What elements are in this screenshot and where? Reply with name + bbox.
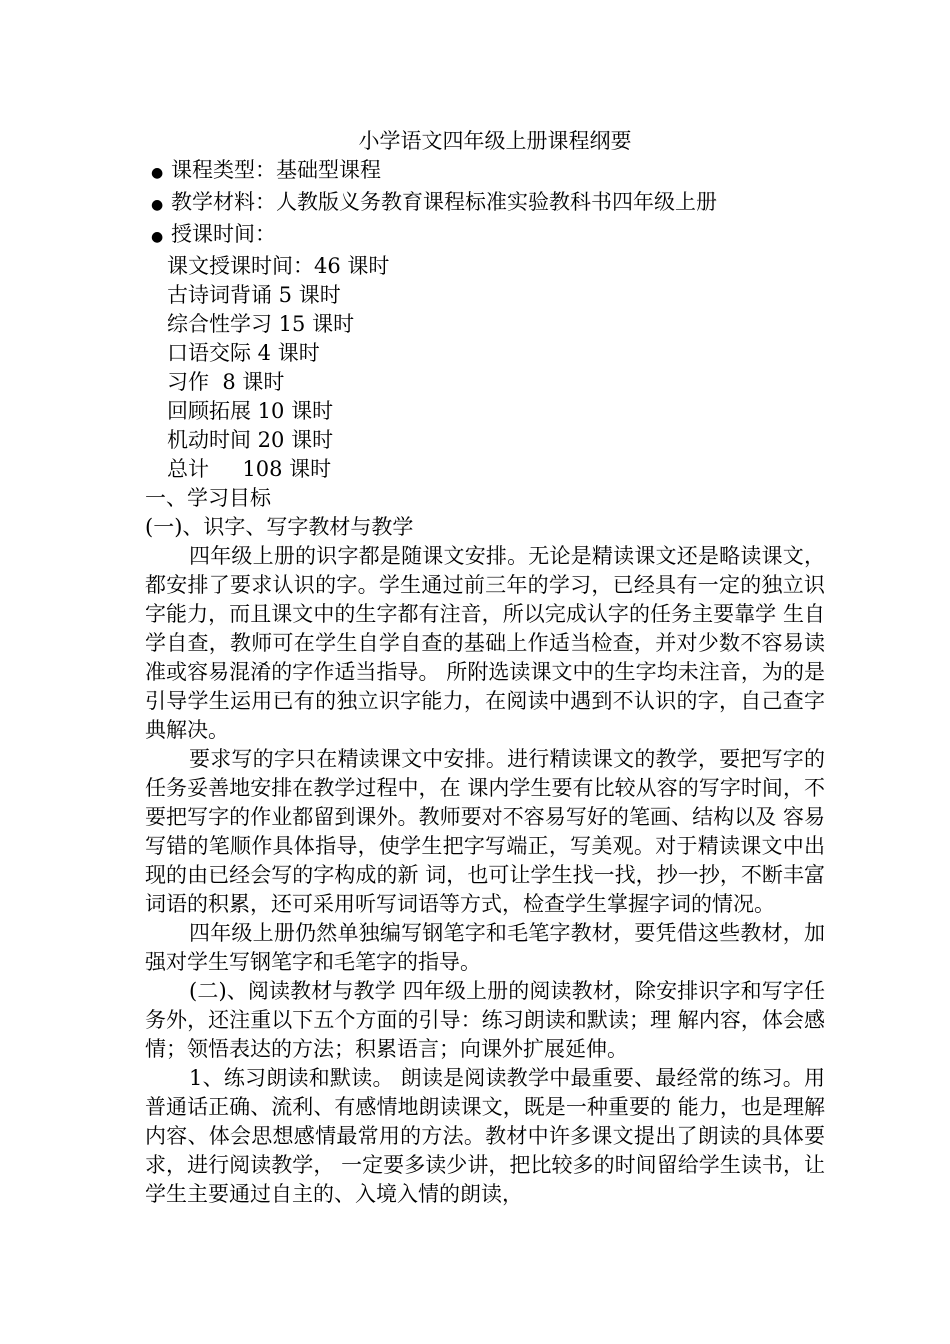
paragraph-reading-aloud: 1、练习朗读和默读。 朗读是阅读教学中最重要、最经常的练习。用普通话正确、流利、有感情地朗读课文，既是一种重要的 能力，也是理解内容、体会思想感情最常用的方法。教材中许多课文提出了朗读的具体要求，进行阅读教学， 一定要多读少讲，把比较多的时间留给学生读书，让学生主要通过自主的、入境入情的朗读， <box>145 1066 825 1206</box>
bullet-icon: ● <box>151 229 164 245</box>
hours-item-flexible: 机动时间 20 课时 <box>167 428 334 452</box>
bullet-text: 课程类型：基础型课程 <box>171 158 381 182</box>
document-title: 小学语文四年级上册课程纲要 <box>358 129 632 153</box>
paragraph-writing: 要求写的字只在精读课文中安排。进行精读课文的教学，要把写字的任务妥善地安排在教学过程中，在 课内学生要有比较从容的写字时间，不要把写字的作业都留到课外。教师要对不容易写好的笔画、结构以及 容易写错的笔顺作具体指导，使学生把字写端正，写美观。对于精读课文中出现的由已经会写的字构成的新 词，也可让学生找一找，抄一抄，不断丰富词语的积累，还可采用听写词语等方式，检查学生掌握字词的情况。 <box>145 747 825 916</box>
hours-item-review: 回顾拓展 10 课时 <box>167 399 334 423</box>
paragraph-calligraphy: 四年级上册仍然单独编写钢笔字和毛笔字教材，要凭借这些教材，加强对学生写钢笔字和毛笔字的指导。 <box>145 921 825 974</box>
hours-item-comprehensive: 综合性学习 15 课时 <box>167 312 355 336</box>
hours-item-total: 总计 108 课时 <box>167 457 332 481</box>
hours-item-oral: 口语交际 4 课时 <box>167 341 320 365</box>
bullet-icon: ● <box>151 197 164 213</box>
bullet-text: 教学材料：人教版义务教育课程标准实验教科书四年级上册 <box>171 190 717 214</box>
bullet-course-type <box>151 156 825 188</box>
document-page <box>145 127 825 1209</box>
bullet-materials <box>151 188 825 220</box>
bullet-text: 授课时间： <box>171 222 276 246</box>
subsection-heading: (一)、识字、写字教材与教学 <box>145 515 414 539</box>
hours-item-lessons: 课文授课时间：46 课时 <box>167 254 390 278</box>
paragraph-literacy: 四年级上册的识字都是随课文安排。无论是精读课文还是略读课文，都安排了要求认识的字。学生通过前三年的学习，已经具有一定的独立识字能力，而且课文中的生字都有注音，所以完成认字的任务主要靠学 生自学自查，教师可在学生自学自查的基础上作适当检查，并对少数不容易读准或容易混淆的字作适当指导。 所附选读课文中的生字均未注音，为的是引导学生运用已有的独立识字能力，在阅读中遇到不认识的字，自己查字典解决。 <box>145 544 825 742</box>
section-heading: 一、学习目标 <box>145 486 271 510</box>
bullet-time <box>151 220 825 252</box>
hours-item-writing: 习作 8 课时 <box>167 370 285 394</box>
hours-item-poetry: 古诗词背诵 5 课时 <box>167 283 341 307</box>
bullet-icon: ● <box>151 165 164 181</box>
paragraph-reading: (二)、阅读教材与教学 四年级上册的阅读教材，除安排识字和写字任务外，还注重以下五个方面的引导：练习朗读和默读；理 解内容，体会感情；领悟表达的方法；积累语言；向课外扩展延伸。 <box>145 979 825 1061</box>
